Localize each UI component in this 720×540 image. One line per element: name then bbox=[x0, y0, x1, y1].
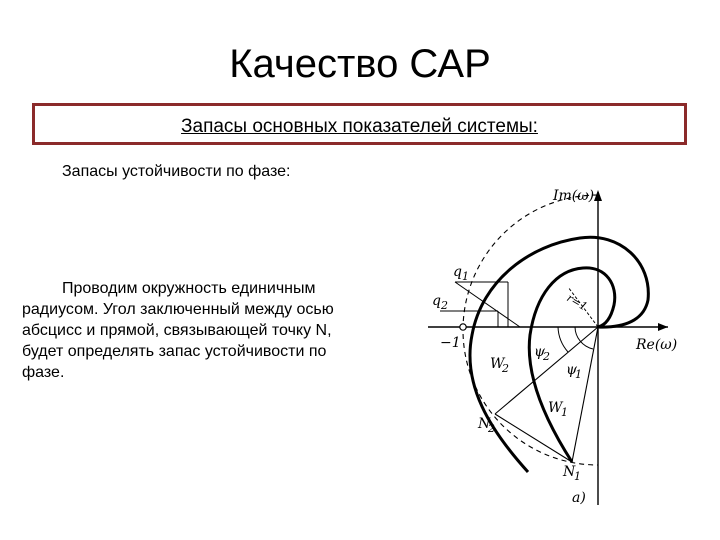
radius-n2 bbox=[495, 327, 598, 414]
w2-label: W bbox=[490, 356, 505, 372]
phi1-sub: 1 bbox=[575, 368, 582, 381]
q-construction-line bbox=[455, 282, 520, 327]
w1-label: W bbox=[548, 400, 563, 416]
q1-label: q bbox=[453, 264, 462, 280]
phi1-label: ψ bbox=[566, 362, 577, 378]
w2-sub: 2 bbox=[502, 362, 509, 375]
q2-label: q bbox=[432, 293, 441, 309]
n2-sub: 2 bbox=[488, 422, 495, 435]
angle-arc-psi1 bbox=[575, 327, 593, 349]
minus-one-point bbox=[460, 324, 466, 330]
angle-arc-psi2 bbox=[558, 327, 568, 352]
radius-n1 bbox=[572, 327, 598, 462]
n1-label: N bbox=[563, 464, 576, 480]
x-axis-arrow bbox=[658, 323, 668, 331]
axis-x-label: Re(ω) bbox=[636, 337, 678, 353]
explanation-text: Проводим окружность единичным радиусом. Угол заключенный между осью абсцисс и прямой, связывающей точку N, будет определять запас устойчивости по фазе. bbox=[22, 280, 334, 381]
chord-n2-n1 bbox=[495, 414, 572, 462]
heading-box-text: Запасы основных показателей системы: bbox=[181, 116, 538, 137]
w1-sub: 1 bbox=[561, 406, 568, 419]
r-label: r=1 bbox=[564, 291, 590, 314]
figure-caption: a) bbox=[572, 490, 586, 506]
slide-title: Качество САР bbox=[229, 42, 491, 86]
minus-one-label: −1 bbox=[440, 335, 461, 351]
n2-label: N bbox=[478, 416, 491, 432]
phi2-sub: 2 bbox=[543, 350, 550, 363]
q1-sub: 1 bbox=[462, 270, 469, 283]
n1-sub: 1 bbox=[574, 470, 581, 483]
axis-y-label: Im(ω) bbox=[553, 188, 595, 204]
phi2-label: ψ bbox=[534, 344, 545, 360]
q2-sub: 2 bbox=[441, 299, 448, 312]
phase-margin-label: Запасы устойчивости по фазе: bbox=[62, 163, 291, 180]
curve-w2 bbox=[470, 237, 648, 472]
